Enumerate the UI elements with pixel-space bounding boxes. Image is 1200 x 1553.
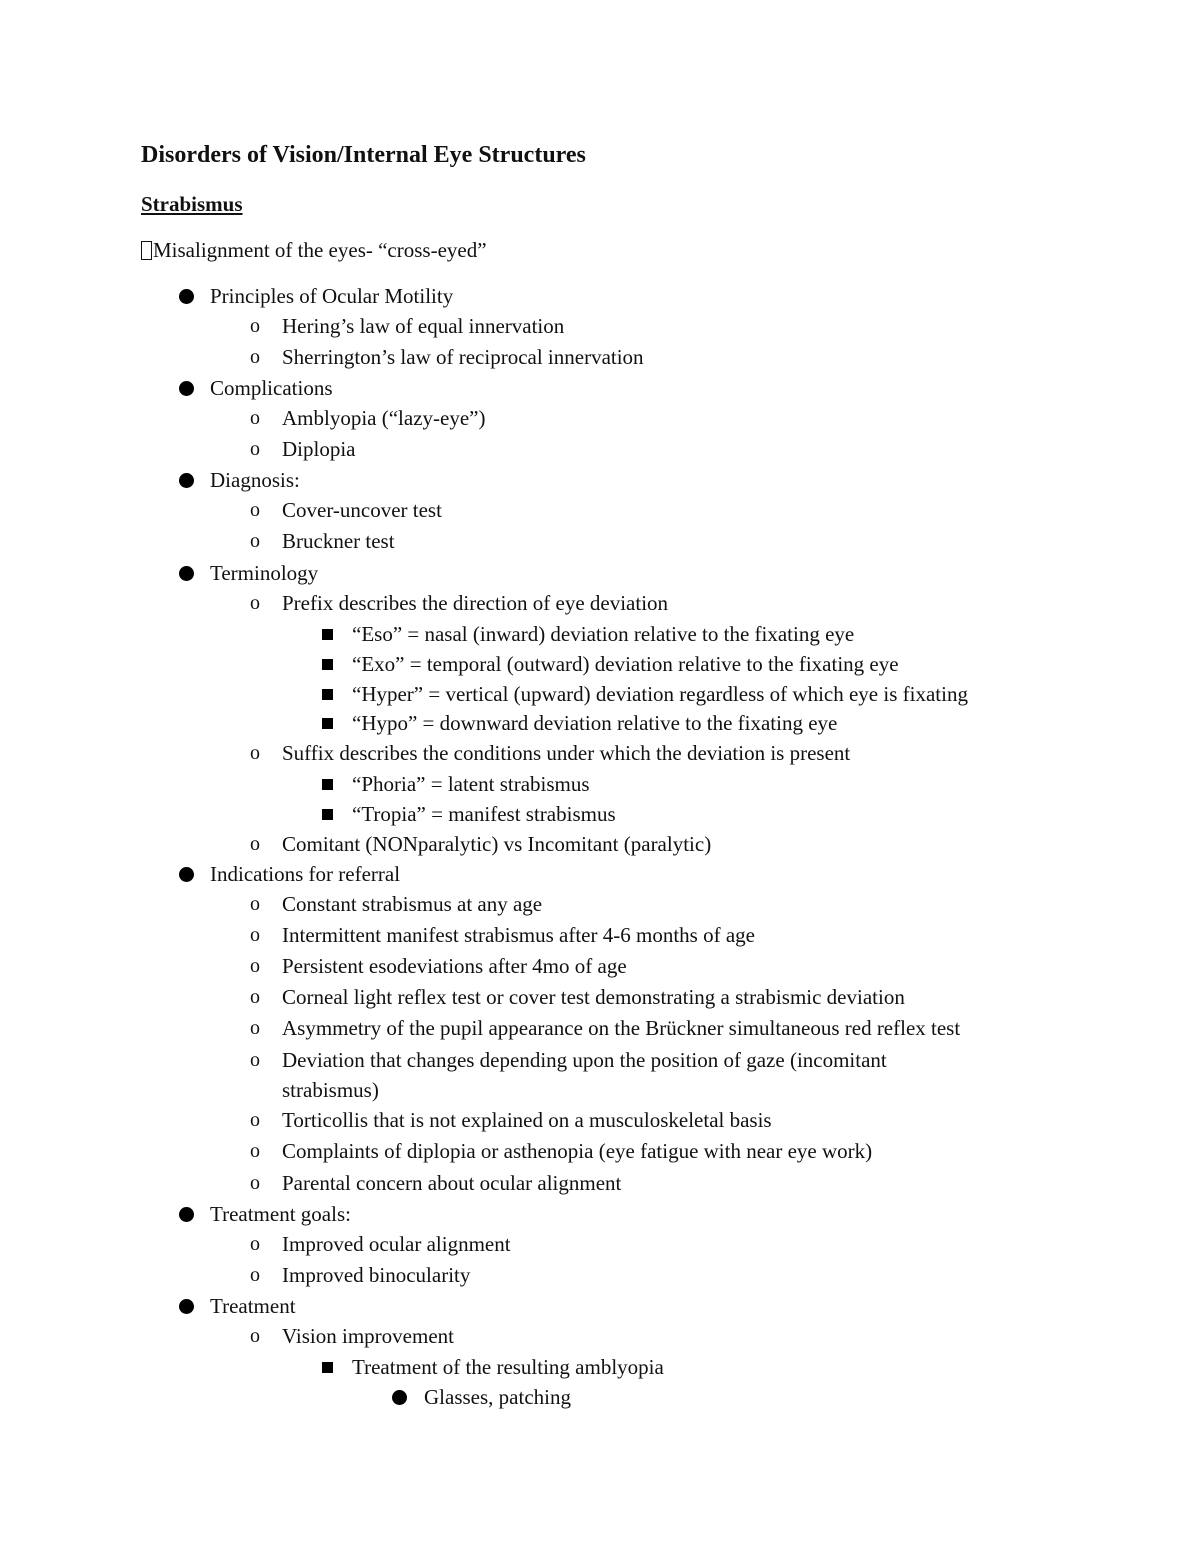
list-item-text: “Exo” = temporal (outward) deviation relative to the fixating eye (352, 652, 899, 676)
square-bullet-icon (322, 718, 333, 729)
circle-bullet-icon: o (250, 893, 260, 915)
list-item-text: Deviation that changes depending upon the position of gaze (incomitant (282, 1048, 887, 1072)
disc-bullet-icon (179, 566, 194, 581)
circle-bullet-icon: o (250, 346, 260, 368)
list-item-text: Principles of Ocular Motility (210, 284, 454, 308)
list-item-text: Terminology (210, 561, 319, 585)
square-bullet-icon (322, 689, 333, 700)
list-item-text: Sherrington’s law of reciprocal innervation (282, 345, 644, 369)
list-item-text: Bruckner test (282, 529, 395, 553)
list-item-text: Suffix describes the conditions under which the deviation is present (282, 741, 851, 765)
circle-bullet-icon: o (250, 1109, 260, 1131)
circle-bullet-icon: o (250, 530, 260, 552)
list-item-text: Corneal light reflex test or cover test demonstrating a strabismic deviation (282, 985, 905, 1009)
list-item-text: Treatment of the resulting amblyopia (352, 1355, 664, 1379)
list-item-text: Diplopia (282, 437, 356, 461)
list-item-text: Hering’s law of equal innervation (282, 314, 565, 338)
circle-bullet-icon: o (250, 1325, 260, 1347)
list-item-text: Treatment goals: (210, 1202, 351, 1226)
circle-bullet-icon: o (250, 499, 260, 521)
list-item-text: Persistent esodeviations after 4mo of age (282, 954, 627, 978)
circle-bullet-icon: o (250, 315, 260, 337)
disc-bullet-icon (179, 289, 194, 304)
circle-bullet-icon: o (250, 592, 260, 614)
list-item-text: Diagnosis: (210, 468, 300, 492)
list-item-text: Asymmetry of the pupil appearance on the Brückner simultaneous red reflex test (282, 1016, 961, 1040)
circle-bullet-icon: o (250, 742, 260, 764)
list-item-text: Torticollis that is not explained on a musculoskeletal basis (282, 1108, 772, 1132)
list-item-text: “Hypo” = downward deviation relative to the fixating eye (352, 711, 838, 735)
disc-bullet-icon (179, 867, 194, 882)
circle-bullet-icon: o (250, 986, 260, 1008)
circle-bullet-icon: o (250, 407, 260, 429)
intro-text: Misalignment of the eyes- “cross-eyed” (153, 238, 487, 262)
disc-bullet-icon (179, 381, 194, 396)
list-item-text: Treatment (210, 1294, 296, 1318)
list-item-text: Improved binocularity (282, 1263, 471, 1287)
square-bullet-icon (322, 809, 333, 820)
square-bullet-icon (322, 779, 333, 790)
list-item-text: “Phoria” = latent strabismus (352, 772, 590, 796)
circle-bullet-icon: o (250, 924, 260, 946)
list-item-text: Vision improvement (282, 1324, 454, 1348)
list-item-text: Parental concern about ocular alignment (282, 1171, 622, 1195)
list-item-text: “Eso” = nasal (inward) deviation relative to the fixating eye (352, 622, 855, 646)
square-bullet-icon (322, 629, 333, 640)
circle-bullet-icon: o (250, 1049, 260, 1071)
disc-bullet-icon (179, 1299, 194, 1314)
circle-bullet-icon: o (250, 1264, 260, 1286)
page-title: Disorders of Vision/Internal Eye Structures (141, 142, 586, 168)
disc-bullet-icon (392, 1390, 407, 1405)
missing-glyph-icon (141, 241, 152, 260)
square-bullet-icon (322, 1362, 333, 1373)
circle-bullet-icon: o (250, 1017, 260, 1039)
list-item-text: Intermittent manifest strabismus after 4-6 months of age (282, 923, 755, 947)
intro-line (141, 238, 487, 263)
circle-bullet-icon: o (250, 438, 260, 460)
list-item-text: “Tropia” = manifest strabismus (352, 802, 616, 826)
disc-bullet-icon (179, 1207, 194, 1222)
list-item-text: Cover-uncover test (282, 498, 442, 522)
list-item-text: Complaints of diplopia or asthenopia (eye fatigue with near eye work) (282, 1139, 873, 1163)
list-item-text: Indications for referral (210, 862, 401, 886)
list-item-text: Comitant (NONparalytic) vs Incomitant (paralytic) (282, 832, 712, 856)
list-item-text: Complications (210, 376, 333, 400)
list-item-text: Improved ocular alignment (282, 1232, 511, 1256)
circle-bullet-icon: o (250, 955, 260, 977)
circle-bullet-icon: o (250, 833, 260, 855)
list-item-text: Prefix describes the direction of eye deviation (282, 591, 669, 615)
list-item-text: “Hyper” = vertical (upward) deviation regardless of which eye is fixating (352, 682, 968, 706)
section-heading: Strabismus (141, 192, 243, 216)
circle-bullet-icon: o (250, 1172, 260, 1194)
list-item-text: strabismus) (282, 1078, 379, 1102)
square-bullet-icon (322, 659, 333, 670)
list-item-text: Glasses, patching (424, 1385, 571, 1409)
circle-bullet-icon: o (250, 1140, 260, 1162)
list-item-text: Amblyopia (“lazy-eye”) (282, 406, 486, 430)
disc-bullet-icon (179, 473, 194, 488)
list-item-text: Constant strabismus at any age (282, 892, 543, 916)
circle-bullet-icon: o (250, 1233, 260, 1255)
